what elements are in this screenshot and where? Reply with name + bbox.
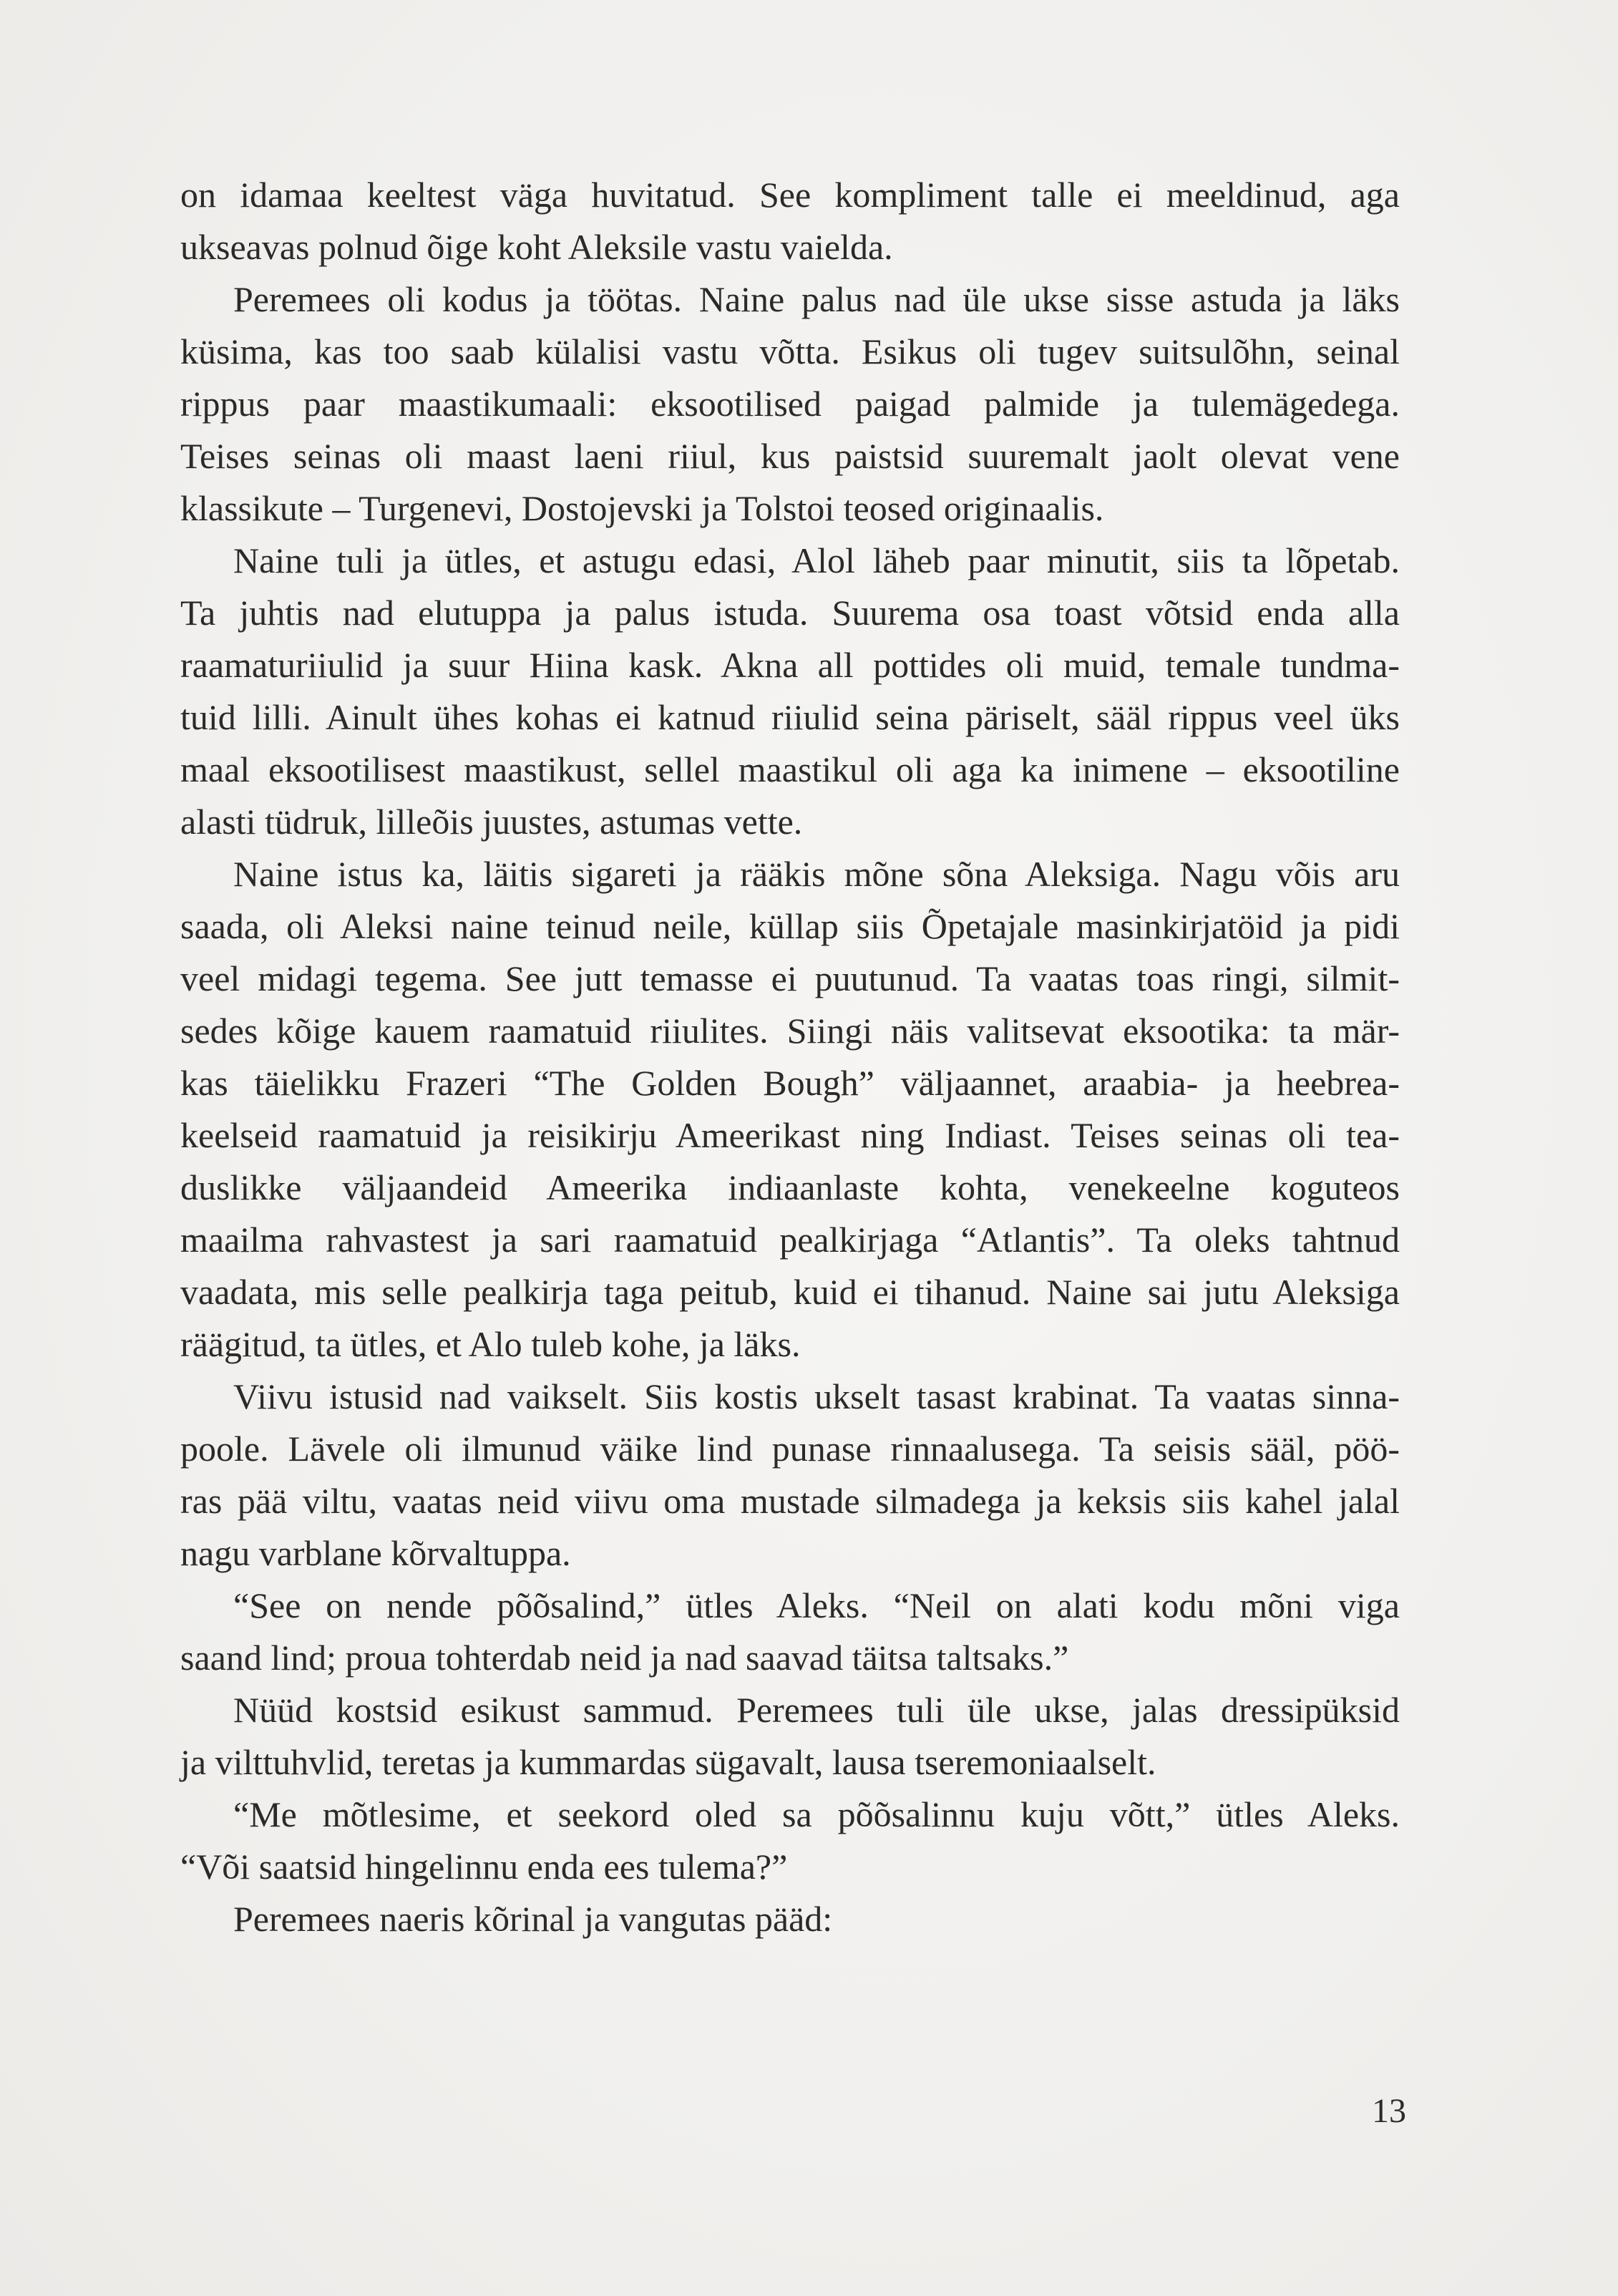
text-line: alasti tüdruk, lilleõis juustes, astumas vette.	[180, 802, 803, 842]
text-line: keelseid raamatuid ja reisikirju Ameerikast ning Indiast. Teises seinas oli tea-	[180, 1115, 1400, 1155]
text-line: ukseavas polnud õige koht Aleksile vastu vaielda.	[180, 227, 893, 267]
text-line: rippus paar maastikumaali: eksootilised paigad palmide ja tulemägedega.	[180, 384, 1400, 424]
text-line: Viivu istusid nad vaikselt. Siis kostis ukselt tasast krabinat. Ta vaatas sinna-	[233, 1376, 1400, 1416]
text-line: maailma rahvastest ja sari raamatuid pealkirjaga “Atlantis”. Ta oleks tahtnud	[180, 1220, 1400, 1260]
text-line: ras pää viltu, vaatas neid viivu oma mustade silmadega ja keksis siis kahel jalal	[180, 1481, 1400, 1521]
text-line: küsima, kas too saab külalisi vastu võtta. Esikus oli tugev suitsulõhn, seinal	[180, 331, 1400, 371]
page-number: 13	[1372, 2092, 1406, 2130]
text-line: vaadata, mis selle pealkirja taga peitub, kuid ei tihanud. Naine sai jutu Aleksiga	[180, 1272, 1400, 1312]
text-line: Ta juhtis nad elutuppa ja palus istuda. Suurema osa toast võtsid enda alla	[180, 593, 1400, 633]
text-line: kas täielikku Frazeri “The Golden Bough” väljaannet, araabia- ja heebrea-	[180, 1063, 1400, 1103]
text-line: saand lind; proua tohterdab neid ja nad saavad täitsa taltsaks.”	[180, 1638, 1069, 1678]
text-line: “Või saatsid hingelinnu enda ees tulema?”	[180, 1847, 788, 1887]
text-line: maal eksootilisest maastikust, sellel maastikul oli aga ka inimene – eksootiline	[180, 749, 1400, 789]
text-line: “See on nende põõsalind,” ütles Aleks. “Neil on alati kodu mõni viga	[233, 1585, 1400, 1625]
text-line: Teises seinas oli maast laeni riiul, kus paistsid suuremalt jaolt olevat vene	[180, 436, 1400, 476]
text-line: räägitud, ta ütles, et Alo tuleb kohe, ja läks.	[180, 1324, 801, 1364]
text-line: Peremees oli kodus ja töötas. Naine palus nad üle ukse sisse astuda ja läks	[233, 279, 1400, 319]
text-line: tuid lilli. Ainult ühes kohas ei katnud riiulid seina päriselt, sääl rippus veel üks	[180, 697, 1400, 737]
text-line: veel midagi tegema. See jutt temasse ei puutunud. Ta vaatas toas ringi, silmit-	[180, 958, 1400, 998]
text-line: sedes kõige kauem raamatuid riiulites. Siingi näis valitsevat eksootika: ta mär-	[180, 1011, 1400, 1051]
text-line: raamaturiiulid ja suur Hiina kask. Akna all pottides oli muid, temale tundma-	[180, 645, 1400, 685]
text-line: ja vilttuhvlid, teretas ja kummardas sügavalt, lausa tseremoniaalselt.	[180, 1742, 1156, 1782]
body-text	[180, 169, 1400, 1945]
text-line: Naine tuli ja ütles, et astugu edasi, Alol läheb paar minutit, siis ta lõpetab.	[233, 540, 1400, 580]
text-line: duslikke väljaandeid Ameerika indiaanlaste kohta, venekeelne koguteos	[180, 1167, 1400, 1207]
text-line: on idamaa keeltest väga huvitatud. See kompliment talle ei meeldinud, aga	[180, 175, 1400, 215]
text-line: Peremees naeris kõrinal ja vangutas pääd:	[233, 1899, 833, 1939]
text-line: “Me mõtlesime, et seekord oled sa põõsalinnu kuju võtt,” ütles Aleks.	[233, 1794, 1400, 1834]
text-line: nagu varblane kõrvaltuppa.	[180, 1533, 571, 1573]
text-line: klassikute – Turgenevi, Dostojevski ja Tolstoi teosed originaalis.	[180, 488, 1104, 528]
text-line: poole. Lävele oli ilmunud väike lind punase rinnaalusega. Ta seisis sääl, pöö-	[180, 1429, 1400, 1469]
text-line: Naine istus ka, läitis sigareti ja rääkis mõne sõna Aleksiga. Nagu võis aru	[233, 854, 1400, 894]
text-line: Nüüd kostsid esikust sammud. Peremees tuli üle ukse, jalas dressipüksid	[233, 1690, 1400, 1730]
text-line: saada, oli Aleksi naine teinud neile, küllap siis Õpetajale masinkirjatöid ja pidi	[180, 906, 1400, 946]
